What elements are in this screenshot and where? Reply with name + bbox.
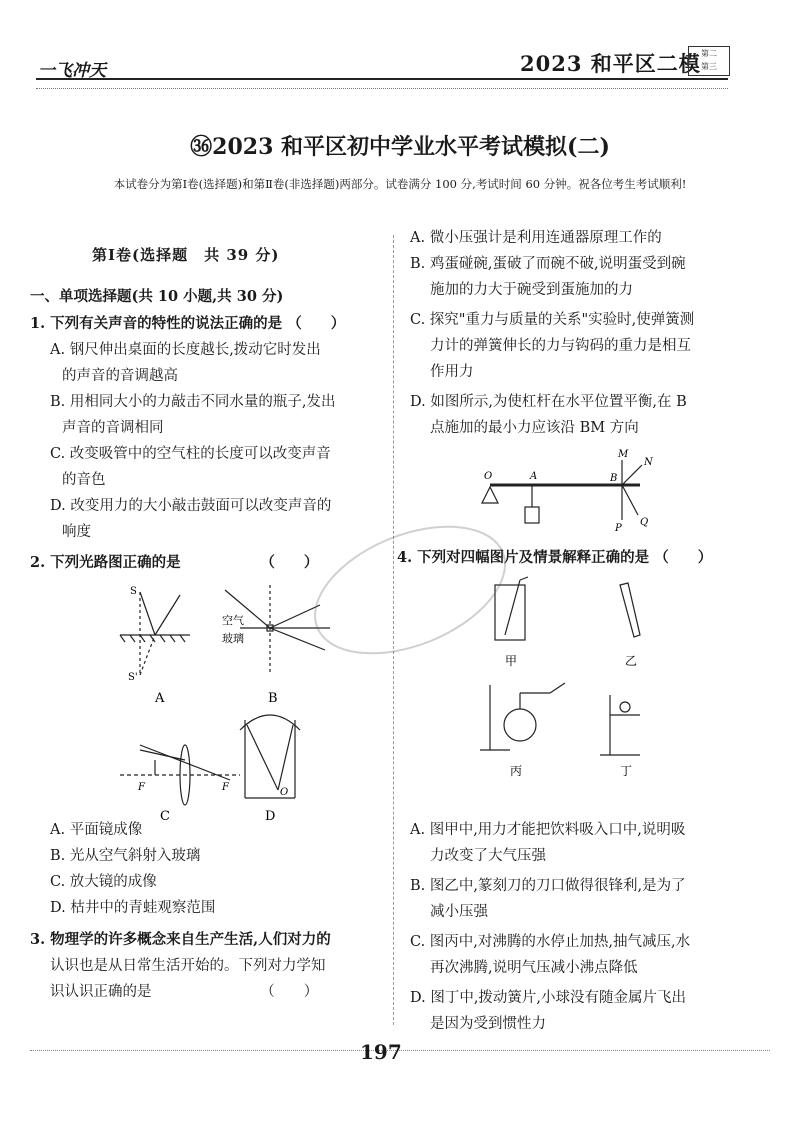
figure-yi-carving-knife (620, 583, 640, 637)
exam-instructions: 本试卷分为第Ⅰ卷(选择题)和第Ⅱ卷(非选择题)两部分。试卷满分 100 分,考试时间 60 分钟。祝各位考生考试顺利! (113, 177, 687, 191)
question-2: 2. 下列光路图正确的是 （ ） (30, 554, 319, 571)
header-box-bottom: 第三 (701, 62, 717, 71)
q1-option-d-cont: 响度 (62, 524, 91, 540)
part-title: 一、单项选择题(共 10 小题,共 30 分) (30, 288, 284, 305)
q3-option-a: A. 微小压强计是利用连通器原理工作的 (410, 230, 662, 246)
q2-option-a: A. 平面镜成像 (50, 822, 143, 838)
lever-label-a: A (530, 471, 538, 482)
q3-option-c-cont-2: 作用力 (430, 364, 474, 380)
label-jia: 甲 (505, 654, 518, 668)
question-3-cont-2: 识认识正确的是 （ ） (50, 984, 319, 1000)
q4-option-c-cont: 再次沸腾,说明气压减小沸点降低 (430, 960, 638, 976)
label-bing: 丙 (510, 764, 523, 778)
page-number: 197 (360, 1040, 402, 1064)
page-title: ㊱2023 和平区初中学业水平考试模拟(二) (190, 134, 610, 160)
lever-label-o: O (484, 471, 493, 482)
q4-option-b-cont: 减小压强 (430, 904, 488, 920)
section-title: 第Ⅰ卷(选择题 共 39 分) (92, 246, 280, 264)
label-f-left: F (138, 782, 145, 793)
q4-option-d-cont: 是因为受到惯性力 (430, 1016, 546, 1032)
label-yi: 乙 (625, 654, 638, 668)
label-s-prime: S' (128, 672, 138, 683)
label-ding: 丁 (620, 764, 633, 778)
question-3-cont-1: 认识也是从日常生活开始的。下列对力学知 (50, 958, 326, 974)
label-glass: 玻璃 (222, 632, 244, 645)
q3-option-b: B. 鸡蛋碰碗,蛋破了而碗不破,说明蛋受到碗 (410, 256, 686, 272)
q3-option-d-cont: 点施加的最小力应该沿 BM 方向 (430, 420, 639, 436)
q1-option-c: C. 改变吸管中的空气柱的长度可以改变声音 (50, 446, 331, 462)
header-dotted-rule (36, 88, 728, 89)
figure-ding-spring-plate (600, 695, 640, 755)
figure-a-plane-mirror (120, 592, 190, 675)
header-box (688, 46, 730, 76)
question-3: 3. 物理学的许多概念来自生产生活,人们对力的 (30, 931, 331, 948)
figure-c-magnifier (120, 745, 240, 805)
header-box-top: 第二 (701, 49, 717, 58)
label-f-right: F (222, 782, 229, 793)
header-rule (36, 78, 728, 80)
q3-option-d: D. 如图所示,为使杠杆在水平位置平衡,在 B (410, 394, 687, 410)
q1-option-a: A. 钢尺伸出桌面的长度越长,拨动它时发出 (50, 342, 321, 358)
q4-option-c: C. 图丙中,对沸腾的水停止加热,抽气减压,水 (410, 934, 691, 950)
label-a: A (155, 691, 165, 706)
q2-option-b: B. 光从空气斜射入玻璃 (50, 848, 201, 864)
label-s: S (130, 586, 137, 597)
exam-header: 2023 和平区二模 (520, 51, 701, 76)
q2-option-d: D. 枯井中的青蛙观察范围 (50, 900, 216, 916)
label-o: O (280, 787, 289, 798)
label-c: C (160, 809, 170, 824)
q4-option-a-cont: 力改变了大气压强 (430, 848, 546, 864)
q3-option-b-cont: 施加的力大于碗受到蛋施加的力 (430, 282, 633, 298)
question-4: 4. 下列对四幅图片及情景解释正确的是 （ ） (397, 549, 713, 566)
lever-label-m: M (618, 449, 629, 460)
label-b: B (268, 691, 278, 706)
q1-option-c-cont: 的音色 (62, 472, 106, 488)
q3-option-c: C. 探究"重力与质量的关系"实验时,使弹簧测 (410, 312, 695, 328)
q4-option-b: B. 图乙中,篆刻刀的刀口做得很锋利,是为了 (410, 878, 686, 894)
q4-option-a: A. 图甲中,用力才能把饮料吸入口中,说明吸 (410, 822, 686, 838)
lever-label-n: N (644, 457, 653, 468)
q1-option-b-cont: 声音的音调相同 (62, 420, 164, 436)
figure-d-well-frog (240, 715, 300, 798)
q1-option-d: D. 改变用力的大小敲击鼓面可以改变声音的 (50, 498, 332, 514)
q1-option-b: B. 用相同大小的力敲击不同水量的瓶子,发出 (50, 394, 336, 410)
q4-option-d: D. 图丁中,拨动簧片,小球没有随金属片飞出 (410, 990, 687, 1006)
label-air: 空气 (222, 614, 244, 627)
q1-option-a-cont: 的声音的音调越高 (62, 368, 178, 384)
question-1: 1. 下列有关声音的特性的说法正确的是 （ ） (30, 315, 346, 332)
q2-option-c: C. 放大镜的成像 (50, 874, 157, 890)
lever-label-q: Q (640, 517, 649, 528)
figure-bing-flask (480, 683, 565, 750)
label-d: D (265, 809, 276, 824)
lever-label-p: P (615, 523, 622, 534)
q3-option-c-cont-1: 力计的弹簧伸长的力与钩码的重力是相互 (430, 338, 691, 354)
brand-logo: 一飞冲天 (38, 61, 106, 81)
lever-label-b: B (610, 473, 618, 484)
